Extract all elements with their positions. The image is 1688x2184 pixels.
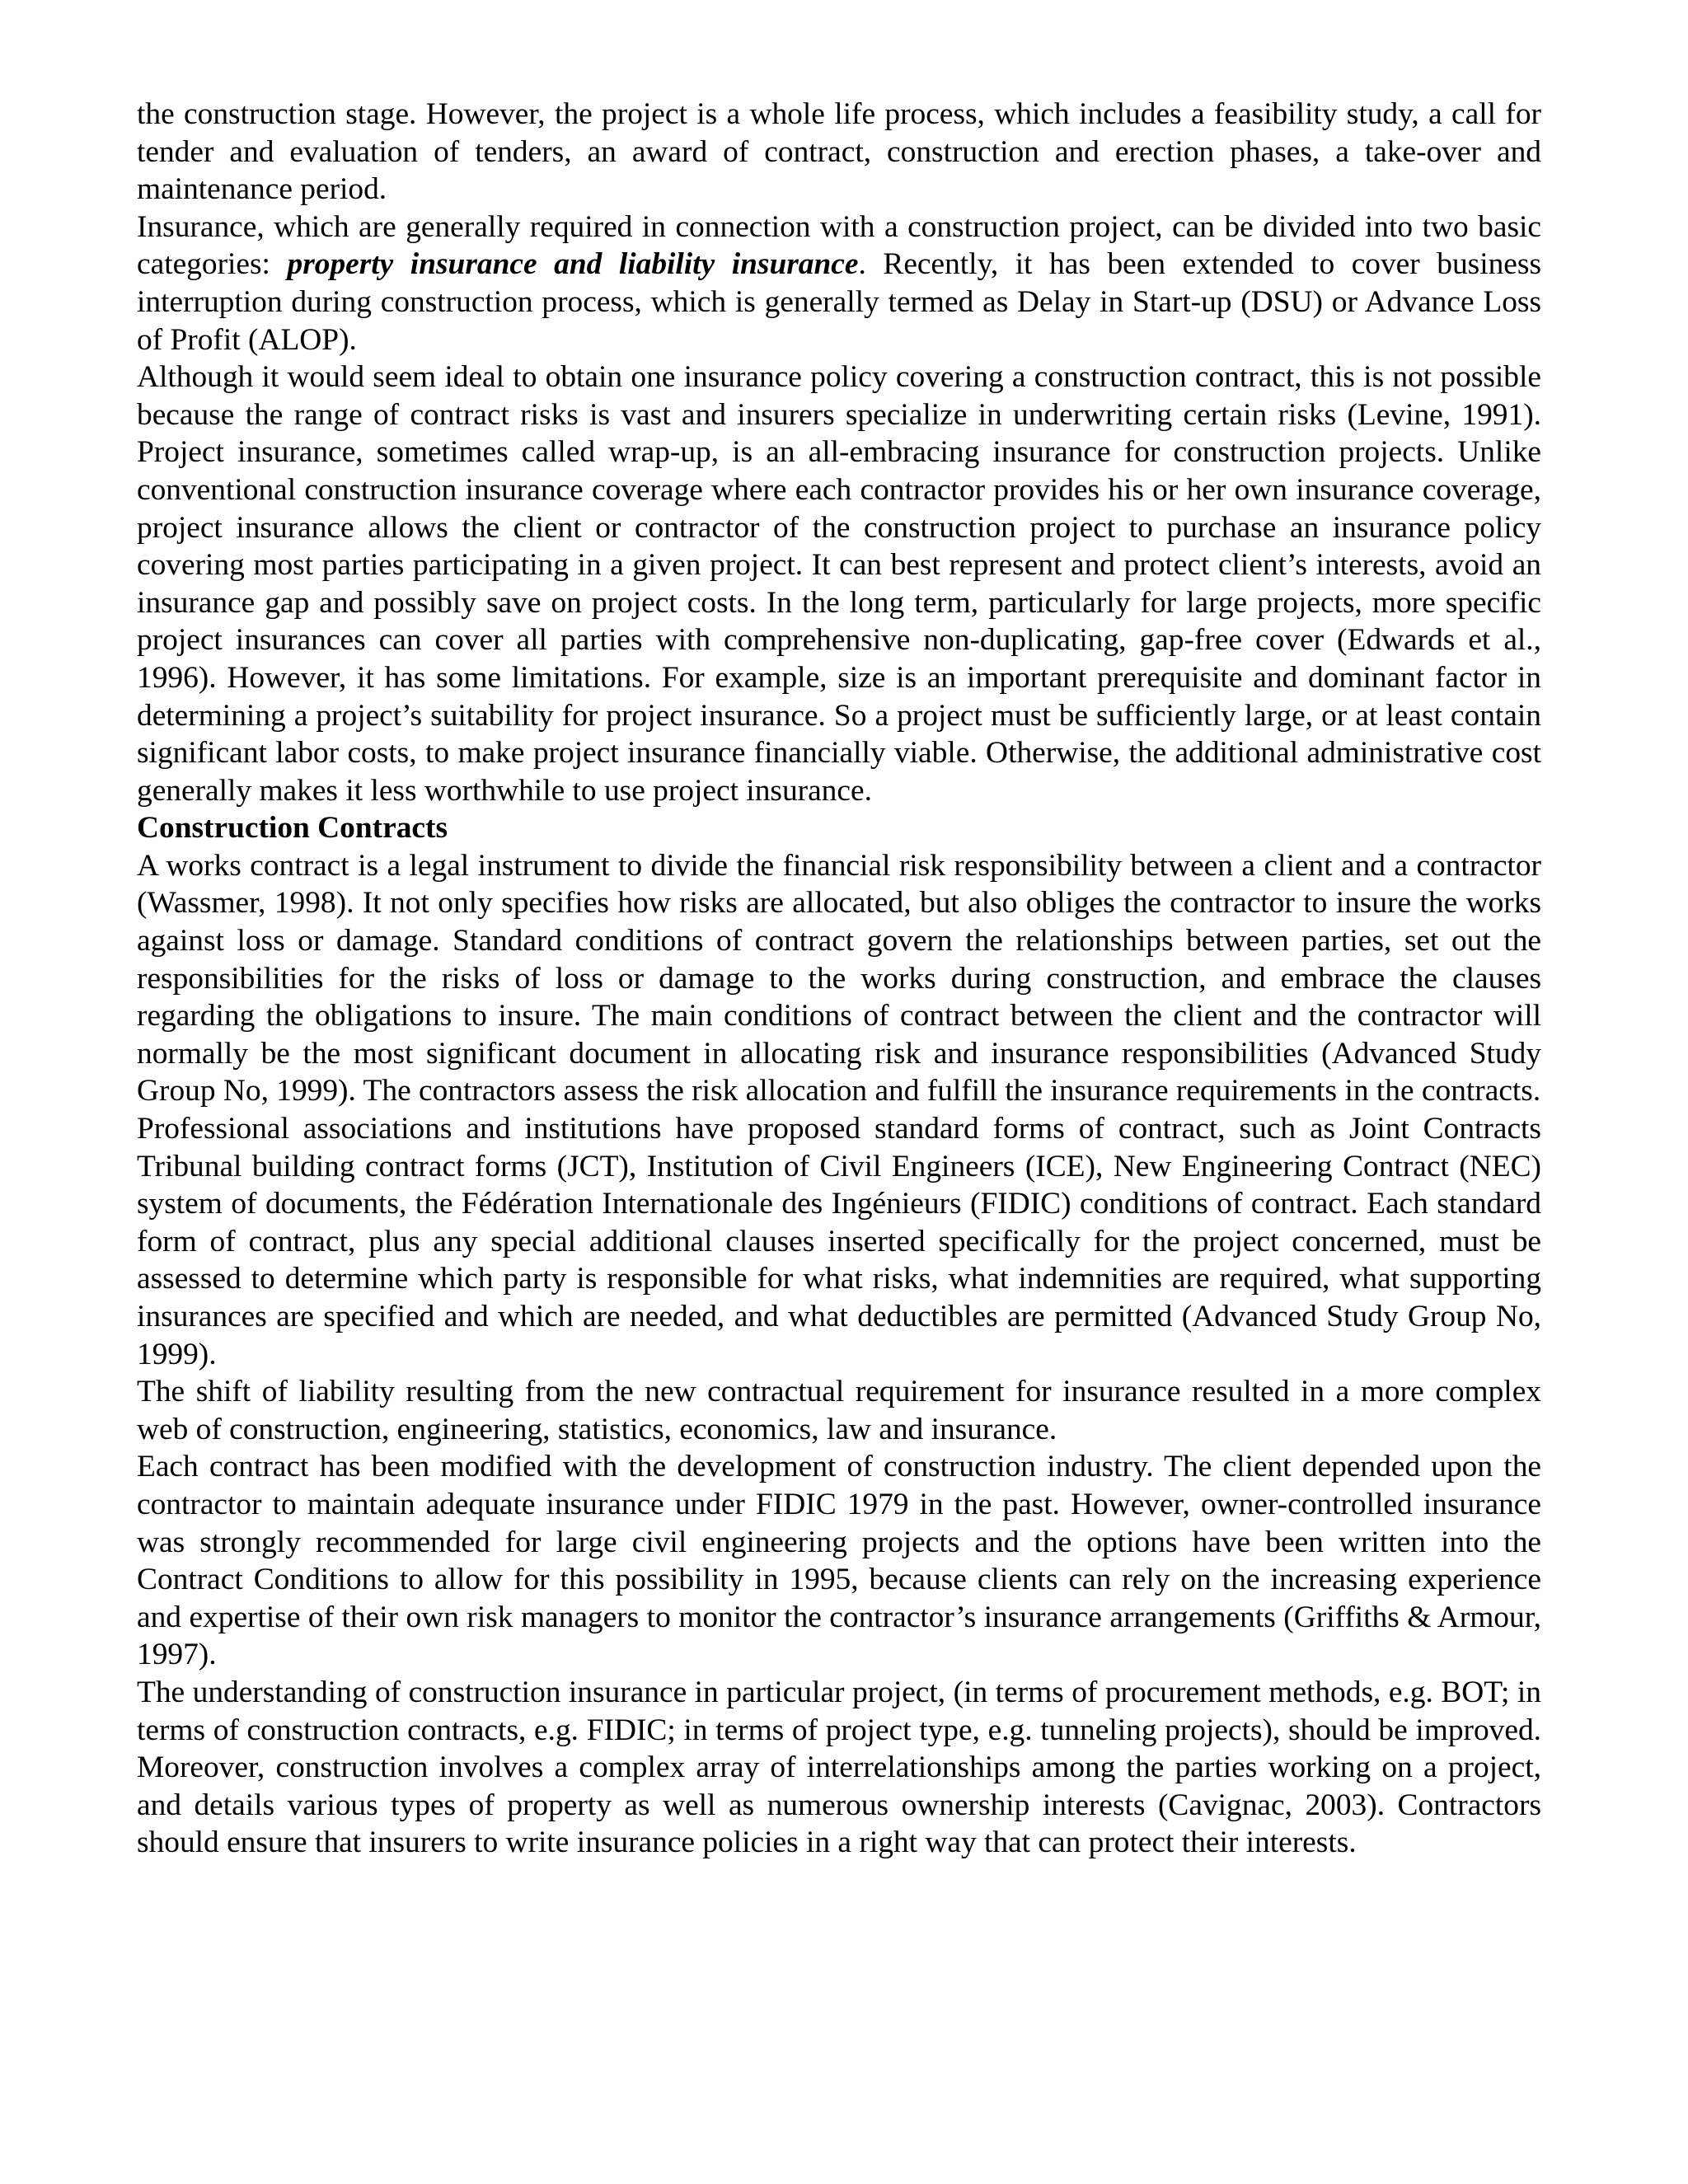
paragraph-project-insurance: Although it would seem ideal to obtain one insurance policy covering a construction contract, this is not possible because the range of contract risks is vast and insurers specialize in underwriting certain risks (Levine, 1991). Project insurance, sometimes called wrap-up, is an all-embracing insurance for construction projects. Unlike conventional construction insurance coverage where each contractor provides his or her own insurance coverage, project insurance allows the client or contractor of the construction project to purchase an insurance policy covering most parties participating in a given project. It can best represent and protect client’s interests, avoid an insurance gap and possibly save on project costs. In the long term, particularly for large projects, more specific project insurances can cover all parties with comprehensive non-duplicating, gap-free cover (Edwards et al., 1996). However, it has some limitations. For example, size is an important prerequisite and dominant factor in determining a project’s suitability for project insurance. So a project must be sufficiently large, or at least contain significant labor costs, to make project insurance financially viable. Otherwise, the additional administrative cost generally makes it less worthwhile to use project insurance. [137,360,1541,808]
section-heading-construction-contracts: Construction Contracts [137,811,448,846]
paragraph-insurance-categories [137,209,1541,359]
paragraph-insurance-categories-end: . Recently, it has been extended to cover business interruption during construction process, which is generally termed as Delay in Start-up (DSU) or Advance Loss of Profit (ALOP). [137,247,1542,357]
paragraph-contract-modification: Each contract has been modified with the development of construction industry. The client depended upon the contractor to maintain adequate insurance under FIDIC 1979 in the past. However, owner-controlled insurance was strongly recommended for large civil engineering projects and the options have been written into the Contract Conditions to allow for this possibility in 1995, because clients can rely on the increasing experience and expertise of their own risk managers to monitor the contractor’s insurance arrangements (Griffiths & Armour, 1997). [137,1450,1541,1672]
document-page [137,96,1541,1862]
paragraph-shift-of-liability: The shift of liability resulting from the new contractual requirement for insurance resulted in a more complex web of construction, engineering, statistics, economics, law and insurance. [137,1375,1541,1446]
insurance-categories-emphasis: property insurance and liability insurance [287,247,859,282]
paragraph-understanding-insurance: The understanding of construction insurance in particular project, (in terms of procurement methods, e.g. BOT; in terms of construction contracts, e.g. FIDIC; in terms of project type, e.g. tunneling projects), should be improved. Moreover, construction involves a complex array of interrelationships among the parties working on a project, and details various types of property as well as numerous ownership interests (Cavignac, 2003). Contractors should ensure that insurers to write insurance policies in a right way that can protect their interests. [137,1675,1541,1860]
paragraph-standard-forms: Professional associations and institutions have proposed standard forms of contract, such as Joint Contracts Tribunal building contract forms (JCT), Institution of Civil Engineers (ICE), New Engineering Contract (NEC) system of documents, the Fédération Internationale des Ingénieurs (FIDIC) conditions of contract. Each standard form of contract, plus any special additional clauses inserted specifically for the project concerned, must be assessed to determine which party is responsible for what risks, what indemnities are required, what supporting insurances are specified and which are needed, and what deductibles are permitted (Advanced Study Group No, 1999). [137,1112,1541,1371]
paragraph-works-contract: A works contract is a legal instrument to divide the financial risk responsibility between a client and a contractor (Wassmer, 1998). It not only specifies how risks are allocated, but also obliges the contractor to insure the works against loss or damage. Standard conditions of contract govern the relationships between parties, set out the responsibilities for the risks of loss or damage to the works during construction, and embrace the clauses regarding the obligations to insure. The main conditions of contract between the client and the contractor will normally be the most significant document in allocating risk and insurance responsibilities (Advanced Study Group No, 1999). The contractors assess the risk allocation and fulfill the insurance requirements in the contracts. [137,848,1541,1108]
paragraph-project-lifecycle: the construction stage. However, the project is a whole life process, which includes a feasibility study, a call for tender and evaluation of tenders, an award of contract, construction and erection phases, a take-over and maintenance period. [137,97,1541,207]
paragraph-insurance-categories-start: Insurance, which are generally required in connection with a construction project, can be divided into two basic categories: [137,209,1541,282]
